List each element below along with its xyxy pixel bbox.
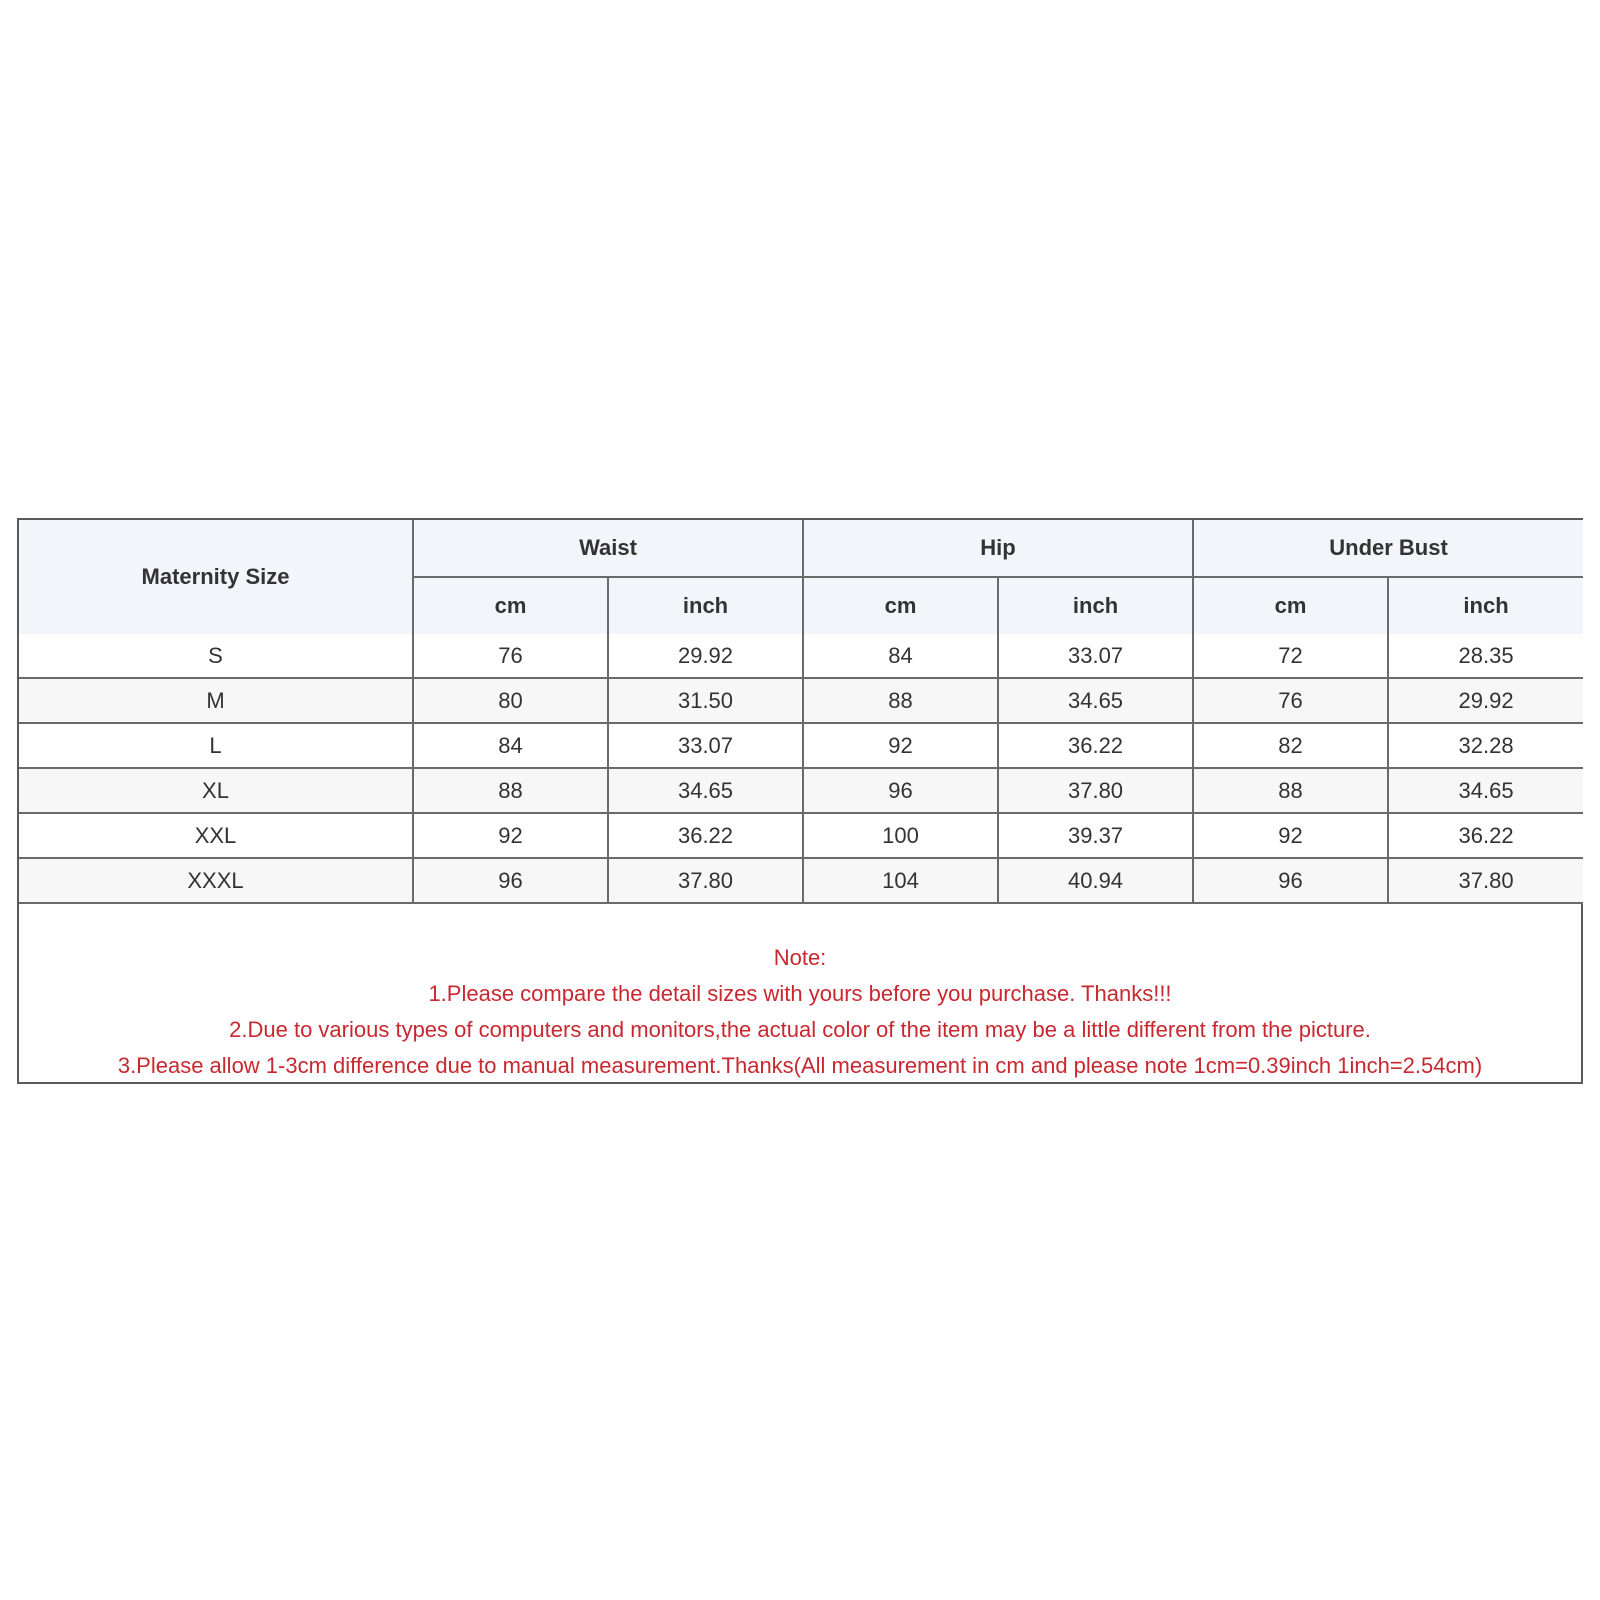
note-title: Note: <box>773 945 827 970</box>
under-bust-inch-cell: 36.22 <box>1388 813 1583 858</box>
hip-inch-cell: 37.80 <box>998 768 1193 813</box>
under-bust-cm-cell: 88 <box>1193 768 1388 813</box>
hip-inch-cell: 34.65 <box>998 678 1193 723</box>
waist-header: Waist <box>413 520 803 577</box>
hip-cm-cell: 100 <box>803 813 998 858</box>
hip-cm-cell: 92 <box>803 723 998 768</box>
waist-inch-cell: 34.65 <box>608 768 803 813</box>
waist-inch-cell: 31.50 <box>608 678 803 723</box>
hip-inch-header: inch <box>998 577 1193 634</box>
size-label-cell: XXXL <box>19 858 413 903</box>
waist-cm-cell: 96 <box>413 858 608 903</box>
waist-inch-header: inch <box>608 577 803 634</box>
hip-cm-header: cm <box>803 577 998 634</box>
waist-cm-cell: 76 <box>413 634 608 678</box>
under-bust-header: Under Bust <box>1193 520 1583 577</box>
size-chart <box>17 518 1583 1084</box>
waist-inch-cell: 29.92 <box>608 634 803 678</box>
waist-cm-cell: 92 <box>413 813 608 858</box>
under-bust-cm-cell: 82 <box>1193 723 1388 768</box>
hip-inch-cell: 36.22 <box>998 723 1193 768</box>
table-row <box>19 723 1583 768</box>
under-bust-inch-cell: 29.92 <box>1388 678 1583 723</box>
under-bust-inch-cell: 34.65 <box>1388 768 1583 813</box>
table-row <box>19 678 1583 723</box>
under-bust-inch-cell: 28.35 <box>1388 634 1583 678</box>
table-row <box>19 813 1583 858</box>
size-label-cell: XL <box>19 768 413 813</box>
size-table <box>19 520 1583 904</box>
maternity-size-header: Maternity Size <box>19 520 413 634</box>
size-rows <box>19 634 1583 903</box>
table-row <box>19 858 1583 903</box>
waist-cm-cell: 88 <box>413 768 608 813</box>
under-bust-inch-cell: 37.80 <box>1388 858 1583 903</box>
size-label-cell: S <box>19 634 413 678</box>
note-line-1: 1.Please compare the detail sizes with yours before you purchase. Thanks!!! <box>428 981 1172 1006</box>
waist-cm-header: cm <box>413 577 608 634</box>
table-row <box>19 634 1583 678</box>
under-bust-cm-cell: 72 <box>1193 634 1388 678</box>
hip-cm-cell: 104 <box>803 858 998 903</box>
under-bust-cm-cell: 92 <box>1193 813 1388 858</box>
note-line-2: 2.Due to various types of computers and monitors,the actual color of the item may be a little different from the picture. <box>229 1017 1371 1042</box>
size-label-cell: M <box>19 678 413 723</box>
hip-cm-cell: 96 <box>803 768 998 813</box>
hip-inch-cell: 39.37 <box>998 813 1193 858</box>
under-bust-cm-cell: 76 <box>1193 678 1388 723</box>
hip-inch-cell: 33.07 <box>998 634 1193 678</box>
waist-inch-cell: 33.07 <box>608 723 803 768</box>
waist-cm-cell: 80 <box>413 678 608 723</box>
under-bust-inch-header: inch <box>1388 577 1583 634</box>
under-bust-inch-cell: 32.28 <box>1388 723 1583 768</box>
under-bust-cm-header: cm <box>1193 577 1388 634</box>
notes-section <box>19 904 1581 1082</box>
under-bust-cm-cell: 96 <box>1193 858 1388 903</box>
hip-inch-cell: 40.94 <box>998 858 1193 903</box>
hip-cm-cell: 88 <box>803 678 998 723</box>
hip-cm-cell: 84 <box>803 634 998 678</box>
waist-cm-cell: 84 <box>413 723 608 768</box>
note-line-3: 3.Please allow 1-3cm difference due to manual measurement.Thanks(All measurement in cm and please note 1cm=0.39inch 1inch=2.54cm) <box>117 1053 1483 1078</box>
size-label-cell: XXL <box>19 813 413 858</box>
waist-inch-cell: 36.22 <box>608 813 803 858</box>
hip-header: Hip <box>803 520 1193 577</box>
size-label-cell: L <box>19 723 413 768</box>
header-row-groups <box>19 520 1583 577</box>
table-row <box>19 768 1583 813</box>
waist-inch-cell: 37.80 <box>608 858 803 903</box>
